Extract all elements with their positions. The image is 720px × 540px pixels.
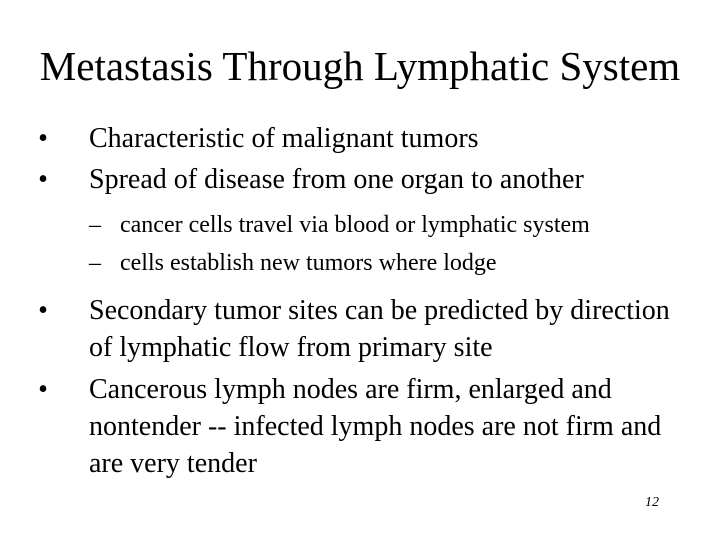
slide-body [28,120,700,482]
bullet-text: Cancerous lymph nodes are firm, enlarged and nontender -- infected lymph nodes are not firm and are very tender [89,374,662,479]
bullet-marker: • [38,164,48,195]
page-number: 12 [645,495,659,510]
bullet-item [28,161,700,198]
slide-title: Metastasis Through Lymphatic System [39,43,681,89]
bullet-item [28,120,700,157]
sub-bullet-item [89,248,700,278]
bullet-text: Secondary tumor sites can be predicted by direction of lymphatic flow from primary site [89,295,670,363]
sub-bullet-marker: – [89,212,101,238]
sub-bullet-marker: – [89,250,101,276]
sub-bullet-text: cancer cells travel via blood or lymphatic system [120,212,590,238]
bullet-marker: • [38,123,48,154]
bullet-text: Characteristic of malignant tumors [89,123,479,154]
bullet-marker: • [38,374,48,405]
bullet-item [28,371,700,482]
bullet-text: Spread of disease from one organ to another [89,164,584,195]
sub-bullet-text: cells establish new tumors where lodge [120,250,497,276]
bullet-marker: • [38,295,48,326]
sub-bullet-item [89,210,700,240]
sub-bullet-list [28,210,700,278]
bullet-item [28,292,700,366]
